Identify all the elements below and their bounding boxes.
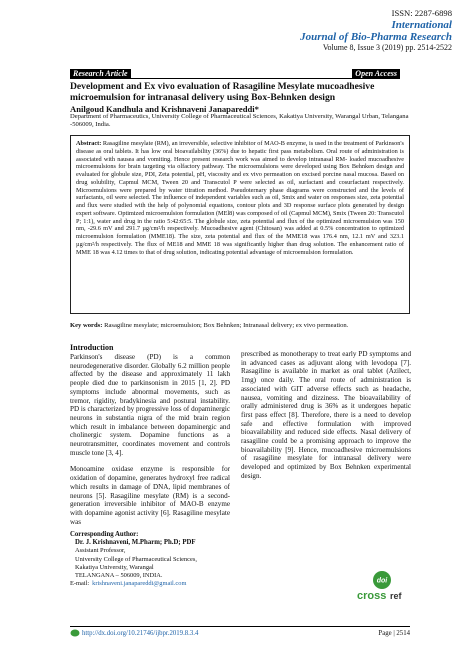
article-title: Development and Ex vivo evaluation of Rasagiline Mesylate mucoadhesive microemulsion for intranasal delivery using Box-Behnken design — [70, 81, 375, 103]
keywords-label: Key words: — [70, 322, 103, 329]
intro-paragraph-1: Parkinson's disease (PD) is a common neurodegenerative disorder. Globally 6.2 million people affected by the disease and approximately 11 lakh people died due to parkinsonism in 2015 [1, 2]. PD symptoms include abnormal movements, such as tremor, rigidity, bradykinesia and postural instability. PD is characterized by progressive loss of dopaminergic neurons in substantia nigra of the mid brain region which result in imbalance between dopaminergic and cholinergic system. Dopamine functions as a neurotransmitter, coordinates movement and controls muscle tone [3, 4]. — [70, 353, 230, 457]
abstract-box — [70, 135, 410, 314]
email-row — [70, 580, 270, 588]
corresponding-label: Corresponding Author: — [70, 531, 139, 538]
intro-paragraph-3: prescribed as monotherapy to treat early PD symptoms and in advanced cases as adjuvant along with levodopa [7]. Rasagiline is available in market as oral tablet (Azilect, 1mg) once daily. The oral route of administration is associated with GIT adverse effects such as headache, nausea, vomiting and dizziness. The bioavailability of orally administered drug is 36% as it undergoes hepatic first pass effect [8]. Therefore, there is a need to develop safe and effective formulation with improved bioavailability and reduced side effects. Nasal delivery of rasagiline could be a promising approach to improve the bioavailability [9]. Hence, mucoadhesive microemulsions of rasagiline mesylate for intranasal delivery were developed and optimized by Box Behnken experimental design. — [241, 350, 411, 480]
issn: ISSN: 2287-6898 — [391, 8, 452, 18]
intro-paragraph-2: Monoamine oxidase enzyme is responsible for oxidation of dopamine, generates hydroxyl free radical which results in damage of DNA, lipid membranes of neurons [5]. Rasagiline mesylate (RM) is a second-generation irreversible inhibitor of MAO-B enzyme with dopamine agonist activity [6]. Rasagiline mesylate was — [70, 465, 230, 526]
doi-icon — [70, 629, 80, 637]
corresponding-name: Dr. J. Krishnaveni, M.Pharm; Ph.D; PDF — [75, 539, 196, 547]
corresponding-line-3: Kakatiya University, Warangal — [75, 563, 154, 571]
corresponding-line-4: TELANGANA – 506009, INDIA. — [75, 572, 163, 580]
abstract-text: Rasagiline mesylate (RM), an irreversible, selective inhibitor of MAO-B enzyme, is used in the treatment of Parkinson's disease as oral tablets. It has low oral bioavailability (36%) due to hepatic first pass metabolism. Oral route of administration is associated with nausea and vomiting. Hence present research work was aimed to develop intranasal RM- loaded mucoadhesive microemulsions for brain targeting via olfactory pathway. The microemulsions were developed using Box Behnken design and evaluated for globule size, PDI, Zeta potential, pH, viscosity and ex vivo permeation on excised porcine nasal mucosa. Based on drug solubility, Capmul MCM, Tween 20 and Transcutol P were selected as oil, surfactant and cosurfactant respectively. Microemulsions were prepared by water titration method. Pseudoternary phase diagrams were constructed and the levels of surfactants, oil were selected. The influence of independent variables such as oil, Smix and water on responses size, zeta potential and flux were studied with the help of polynomial equations, contour plots and 3D response surface plots generated by design expert software. Optimized microemulsion formulation (MEl8) was composed of oil (Capmul MCM), Smix (Tween 20: Transcutol P; 1:1), water and drug in the ratio 5:42:65:5. The globule size, zeta potential and flux of the optimized microemulsion was 150 nm, -29.6 mV and 291.7 µg/cm²/h respectively. Mucoadhesive agent (Chitosan) was added at 0.5% concentration to optimized microemulsion formulation (MME18). The size, zeta potential and flux of the MME18 was 176.4 nm, 12.1 mV and 323.1 µg/cm²/h respectively. The flux of ME18 and MME 18 was significantly higher than drug solution. The enhancement ratio of MME 18 was 4.12 times to that of drug solution, indicating potential advantage of microemulsion formulation. — [76, 140, 404, 256]
keywords-text: Rasagiline mesylate; microemulsion; Box Behnken; Intranasal delivery; ex vivo permeation. — [104, 322, 349, 329]
email-link[interactable]: krishnaveni.janapareddi@gmail.com — [92, 580, 187, 588]
corresponding-line-2: University College of Pharmaceutical Sciences, — [75, 555, 197, 563]
authors: Anilgoud Kandhula and Krishnaveni Janapareddi* — [70, 104, 259, 114]
abstract-label: Abstract: — [76, 140, 102, 147]
corresponding-line-1: Assistant Professor, — [75, 547, 126, 555]
right-column — [241, 350, 411, 481]
corresponding-author — [70, 531, 270, 588]
open-access-label: Open Access — [352, 69, 400, 79]
doi-link[interactable]: http://dx.doi.org/10.21746/ijbpr.2019.8.3.4 — [82, 630, 199, 637]
crossref-label-right: ref — [390, 591, 402, 601]
article-type-bar — [70, 69, 400, 79]
article-type-label: Research Article — [70, 69, 131, 79]
crossref-logo — [355, 569, 417, 605]
page-footer — [70, 626, 410, 638]
keywords — [70, 322, 410, 330]
journal-name-line1: International — [391, 19, 452, 31]
email-label: E-mail: — [70, 580, 90, 588]
introduction-heading: Introduction — [70, 343, 114, 352]
left-column — [70, 343, 230, 526]
volume-info: Volume 8, Issue 3 (2019) pp. 2514-2522 — [322, 43, 452, 52]
page-number: Page | 2514 — [378, 630, 410, 637]
journal-header — [300, 8, 452, 53]
crossref-label-left: cross — [357, 590, 387, 602]
journal-name-line2: Journal of Bio-Pharma Research — [300, 31, 452, 43]
affiliation: Department of Pharmaceutics, University College of Pharmaceutical Sciences, Kakatiya University, Warangal Urban, Telangana -506009, India. — [70, 113, 409, 129]
crossref-badge-text: doi — [376, 577, 388, 585]
